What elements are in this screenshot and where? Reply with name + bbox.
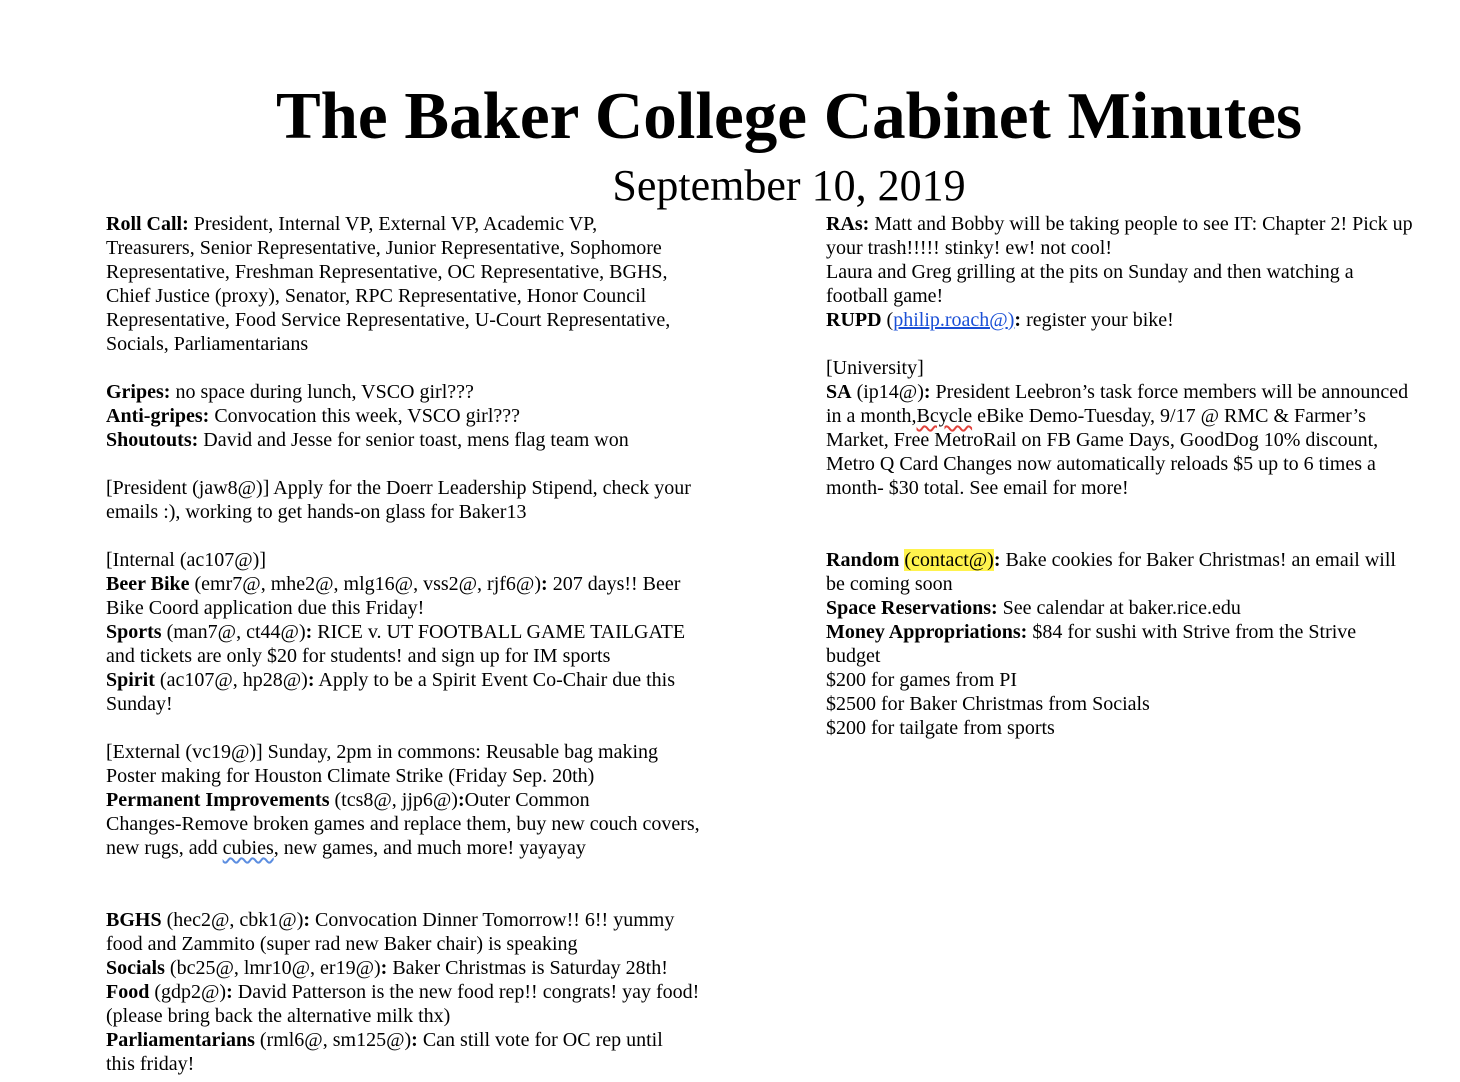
roll-call-line: Representative, Food Service Representative, U-Court Representative, xyxy=(106,309,671,331)
socials-text: Baker Christmas is Saturday 28th! xyxy=(387,957,668,979)
roll-call-line: Representative, Freshman Representative, OC Representative, BGHS, xyxy=(106,261,668,283)
spacer xyxy=(106,524,766,548)
ras-line: Laura and Greg grilling at the pits on Sunday and then watching a xyxy=(826,261,1354,283)
parliamentarians-label: Parliamentarians xyxy=(106,1029,255,1051)
random-line xyxy=(826,548,1460,572)
bghs-contacts: (hec2@, cbk1@) xyxy=(161,909,304,931)
food-line xyxy=(106,980,766,1004)
random-contact: (contact@) xyxy=(904,549,994,571)
sa-line: month- $30 total. See email for more! xyxy=(826,477,1129,499)
ras-line xyxy=(826,212,1460,236)
beer-bike-label: Beer Bike xyxy=(106,573,190,595)
spirit-label: Spirit xyxy=(106,669,155,691)
bghs-label: BGHS xyxy=(106,909,162,931)
roll-call-line xyxy=(106,212,766,236)
permanent-improvements-contacts: (tcs8@, jjp6@) xyxy=(329,789,458,811)
shoutouts-text: David and Jesse for senior toast, mens flag team won xyxy=(198,429,629,451)
spacer xyxy=(106,884,766,908)
space-reservations-label: Space Reservations: xyxy=(826,597,998,619)
beer-bike-line: Bike Coord application due this Friday! xyxy=(106,597,425,619)
socials-line xyxy=(106,956,766,980)
ras-line: football game! xyxy=(826,285,944,307)
text-segment: in a month, xyxy=(826,405,917,427)
colon: : xyxy=(305,621,313,643)
spacer xyxy=(826,500,1460,524)
colon: : xyxy=(307,669,315,691)
permanent-improvements-label: Permanent Improvements xyxy=(106,789,330,811)
shoutouts-label: Shoutouts: xyxy=(106,429,199,451)
sa-label: SA xyxy=(826,381,852,403)
money-item: $200 for games from PI xyxy=(826,669,1018,691)
sports-text: RICE v. UT FOOTBALL GAME TAILGATE xyxy=(312,621,686,643)
roll-call-label: Roll Call: xyxy=(106,213,189,235)
sa-line: Market, Free MetroRail on FB Game Days, GoodDog 10% discount, xyxy=(826,429,1379,451)
sa-contacts: (ip14@) xyxy=(851,381,924,403)
roll-call-line: Treasurers, Senior Representative, Junior Representative, Sophomore xyxy=(106,237,662,259)
food-line: (please bring back the alternative milk thx) xyxy=(106,1005,451,1027)
random-label: Random xyxy=(826,549,900,571)
spellcheck-word: Bcycle xyxy=(916,405,973,427)
sports-line xyxy=(106,620,766,644)
gripes-line xyxy=(106,380,766,404)
bghs-line xyxy=(106,908,766,932)
money-appropriations-label: Money Appropriations: xyxy=(826,621,1028,643)
parliamentarians-contacts: (rml6@, sm125@) xyxy=(254,1029,412,1051)
food-text: David Patterson is the new food rep!! congrats! yay food! xyxy=(232,981,700,1003)
parliamentarians-line: this friday! xyxy=(106,1053,195,1075)
colon: : xyxy=(380,957,388,979)
spirit-text: Apply to be a Spirit Event Co-Chair due this xyxy=(314,669,676,691)
money-item: $200 for tailgate from sports xyxy=(826,717,1055,739)
spacer xyxy=(106,716,766,740)
sa-line: Metro Q Card Changes now automatically reloads $5 up to 6 times a xyxy=(826,453,1376,475)
university-header: [University] xyxy=(826,357,924,379)
spacer xyxy=(106,860,766,884)
socials-label: Socials xyxy=(106,957,165,979)
roll-call-line: Chief Justice (proxy), Senator, RPC Representative, Honor Council xyxy=(106,285,647,307)
rupd-label: RUPD xyxy=(826,309,882,331)
bghs-text: Convocation Dinner Tomorrow!! 6!! yummy xyxy=(310,909,675,931)
gripes-text: no space during lunch, VSCO girl??? xyxy=(170,381,474,403)
colon: : xyxy=(1014,309,1022,331)
roll-call-line: Socials, Parliamentarians xyxy=(106,333,309,355)
money-appropriations-line xyxy=(826,620,1460,644)
sa-line xyxy=(826,380,1460,404)
anti-gripes-text: Convocation this week, VSCO girl??? xyxy=(209,405,521,427)
sports-label: Sports xyxy=(106,621,162,643)
sports-contacts: (man7@, ct44@) xyxy=(161,621,306,643)
random-text: Bake cookies for Baker Christmas! an email will xyxy=(1000,549,1396,571)
external-line: Poster making for Houston Climate Strike (Friday Sep. 20th) xyxy=(106,765,595,787)
sa-line xyxy=(826,404,1460,428)
external-line: [External (vc19@)] Sunday, 2pm in commons: Reusable bag making xyxy=(106,741,659,763)
space-reservations-text: See calendar at baker.rice.edu xyxy=(997,597,1241,619)
text-segment: new rugs, add xyxy=(106,837,223,859)
bghs-line: food and Zammito (super rad new Baker chair) is speaking xyxy=(106,933,578,955)
shoutouts-line xyxy=(106,428,766,452)
paren: ( xyxy=(881,309,894,331)
internal-header: [Internal (ac107@)] xyxy=(106,549,266,571)
spacer xyxy=(826,332,1460,356)
text-segment: , new games, and much more! yayayay xyxy=(273,837,586,859)
rupd-text: register your bike! xyxy=(1021,309,1174,331)
roll-call-text: President, Internal VP, External VP, Academic VP, xyxy=(188,213,598,235)
socials-contacts: (bc25@, lmr10@, er19@) xyxy=(164,957,381,979)
permanent-improvements-text: Outer Common xyxy=(464,789,590,811)
left-column xyxy=(106,212,766,1076)
text-segment: eBike Demo-Tuesday, 9/17 @ RMC & Farmer’s xyxy=(972,405,1366,427)
colon: : xyxy=(303,909,311,931)
rupd-email-link[interactable]: philip.roach@ xyxy=(893,309,1008,331)
food-label: Food xyxy=(106,981,150,1003)
spirit-line: Sunday! xyxy=(106,693,173,715)
paren: ) xyxy=(1007,309,1015,331)
colon: : xyxy=(923,381,931,403)
spacer xyxy=(826,524,1460,548)
permanent-improvements-line: Changes-Remove broken games and replace them, buy new couch covers, xyxy=(106,813,700,835)
money-item: budget xyxy=(826,645,881,667)
spacer xyxy=(106,452,766,476)
money-item: $84 for sushi with Strive from the Strive xyxy=(1027,621,1357,643)
spacer xyxy=(106,356,766,380)
parliamentarians-line xyxy=(106,1028,766,1052)
colon: : xyxy=(411,1029,418,1051)
gripes-label: Gripes: xyxy=(106,381,171,403)
president-line: [President (jaw8@)] Apply for the Doerr Leadership Stipend, check your xyxy=(106,477,691,499)
colon: : xyxy=(457,789,465,811)
colon: : xyxy=(993,549,1001,571)
document-date: September 10, 2019 xyxy=(612,161,966,210)
ras-text: Matt and Bobby will be taking people to see IT: Chapter 2! Pick up xyxy=(869,213,1413,235)
parliamentarians-text: Can still vote for OC rep until xyxy=(417,1029,663,1051)
rupd-line xyxy=(826,308,1460,332)
beer-bike-text: 207 days!! Beer xyxy=(547,573,681,595)
ras-label: RAs: xyxy=(826,213,870,235)
space-reservations-line xyxy=(826,596,1460,620)
right-column xyxy=(826,212,1460,740)
anti-gripes-label: Anti-gripes: xyxy=(106,405,210,427)
permanent-improvements-line xyxy=(106,836,766,860)
beer-bike-contacts: (emr7@, mhe2@, mlg16@, vss2@, rjf6@) xyxy=(189,573,542,595)
sa-text: President Leebron’s task force members will be announced xyxy=(930,381,1409,403)
beer-bike-line xyxy=(106,572,766,596)
spellcheck-word: cubies xyxy=(222,837,274,859)
president-line: emails :), working to get hands-on glass for Baker13 xyxy=(106,501,527,523)
ras-line: your trash!!!!! stinky! ew! not cool! xyxy=(826,237,1113,259)
money-item: $2500 for Baker Christmas from Socials xyxy=(826,693,1150,715)
food-contacts: (gdp2@) xyxy=(149,981,227,1003)
spirit-line xyxy=(106,668,766,692)
document-title: The Baker College Cabinet Minutes xyxy=(275,79,1303,153)
anti-gripes-line xyxy=(106,404,766,428)
sports-line: and tickets are only $20 for students! and sign up for IM sports xyxy=(106,645,611,667)
permanent-improvements-line xyxy=(106,788,766,812)
spirit-contacts: (ac107@, hp28@) xyxy=(154,669,308,691)
random-line: be coming soon xyxy=(826,573,953,595)
colon: : xyxy=(226,981,233,1003)
colon: : xyxy=(541,573,548,595)
